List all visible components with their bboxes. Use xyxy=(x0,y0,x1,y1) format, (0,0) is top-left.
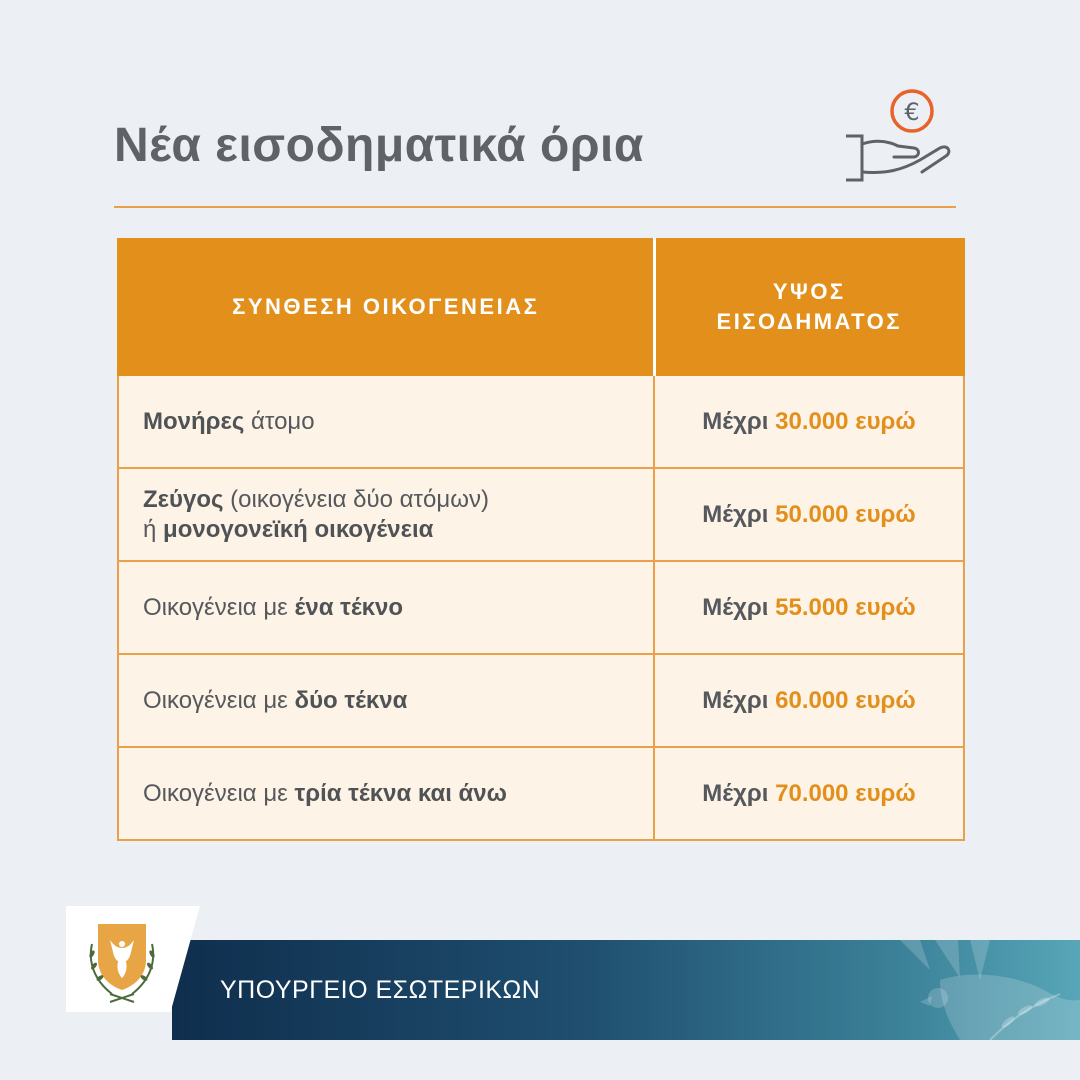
dove-icon xyxy=(840,940,1080,1040)
income-cell xyxy=(654,747,964,840)
table-row xyxy=(118,375,964,468)
income-table xyxy=(117,238,963,841)
income-amount: 70.000 ευρώ xyxy=(775,779,916,807)
family-text: ή xyxy=(143,515,164,543)
table-row xyxy=(118,747,964,840)
income-amount: 30.000 ευρώ xyxy=(775,407,916,435)
page-title: Νέα εισοδηματικά όρια xyxy=(114,119,644,172)
family-cell xyxy=(118,561,654,654)
table-row xyxy=(118,654,964,747)
income-cell xyxy=(654,654,964,747)
family-cell xyxy=(118,468,654,561)
income-prefix: Μέχρι xyxy=(702,779,769,807)
footer-band xyxy=(172,940,1080,1040)
ministry-name: ΥΠΟΥΡΓΕΙΟ ΕΣΩΤΕΡΙΚΩΝ xyxy=(220,976,541,1004)
income-prefix: Μέχρι xyxy=(702,593,769,621)
income-prefix: Μέχρι xyxy=(702,500,769,528)
family-bold: δύο τέκνα xyxy=(294,686,408,714)
svg-text:€: € xyxy=(904,98,920,126)
family-bold: ένα τέκνο xyxy=(294,593,404,621)
family-text: Οικογένεια με xyxy=(143,686,295,714)
family-bold: μονογονεϊκή οικογένεια xyxy=(163,515,434,543)
income-amount: 60.000 ευρώ xyxy=(775,686,916,714)
income-amount: 50.000 ευρώ xyxy=(775,500,916,528)
family-text: (οικογένεια δύο ατόμων) xyxy=(223,485,489,513)
table-row xyxy=(118,561,964,654)
family-cell xyxy=(118,747,654,840)
title-divider xyxy=(114,206,956,208)
income-cell xyxy=(654,468,964,561)
coat-of-arms-icon xyxy=(82,914,162,1006)
family-text: Οικογένεια με xyxy=(143,593,295,621)
family-text: άτομο xyxy=(244,407,315,435)
income-cell xyxy=(654,375,964,468)
column-header-family: ΣΥΝΘΕΣΗ ΟΙΚΟΓΕΝΕΙΑΣ xyxy=(118,239,654,375)
family-bold: τρία τέκνα και άνω xyxy=(294,779,507,807)
table-header-row xyxy=(118,239,964,375)
family-cell xyxy=(118,375,654,468)
income-amount: 55.000 ευρώ xyxy=(775,593,916,621)
income-cell xyxy=(654,561,964,654)
family-bold: Μονήρες xyxy=(143,407,245,435)
family-text: Οικογένεια με xyxy=(143,779,295,807)
family-cell xyxy=(118,654,654,747)
income-prefix: Μέχρι xyxy=(702,686,769,714)
table-row xyxy=(118,468,964,561)
income-prefix: Μέχρι xyxy=(702,407,769,435)
euro-coin-hand-icon xyxy=(842,86,954,186)
column-header-income xyxy=(654,239,964,375)
column-header-income-label: ΥΨΟΣ ΕΙΣΟΔΗΜΑΤΟΣ xyxy=(716,279,902,334)
family-bold: Ζεύγος xyxy=(143,485,224,513)
